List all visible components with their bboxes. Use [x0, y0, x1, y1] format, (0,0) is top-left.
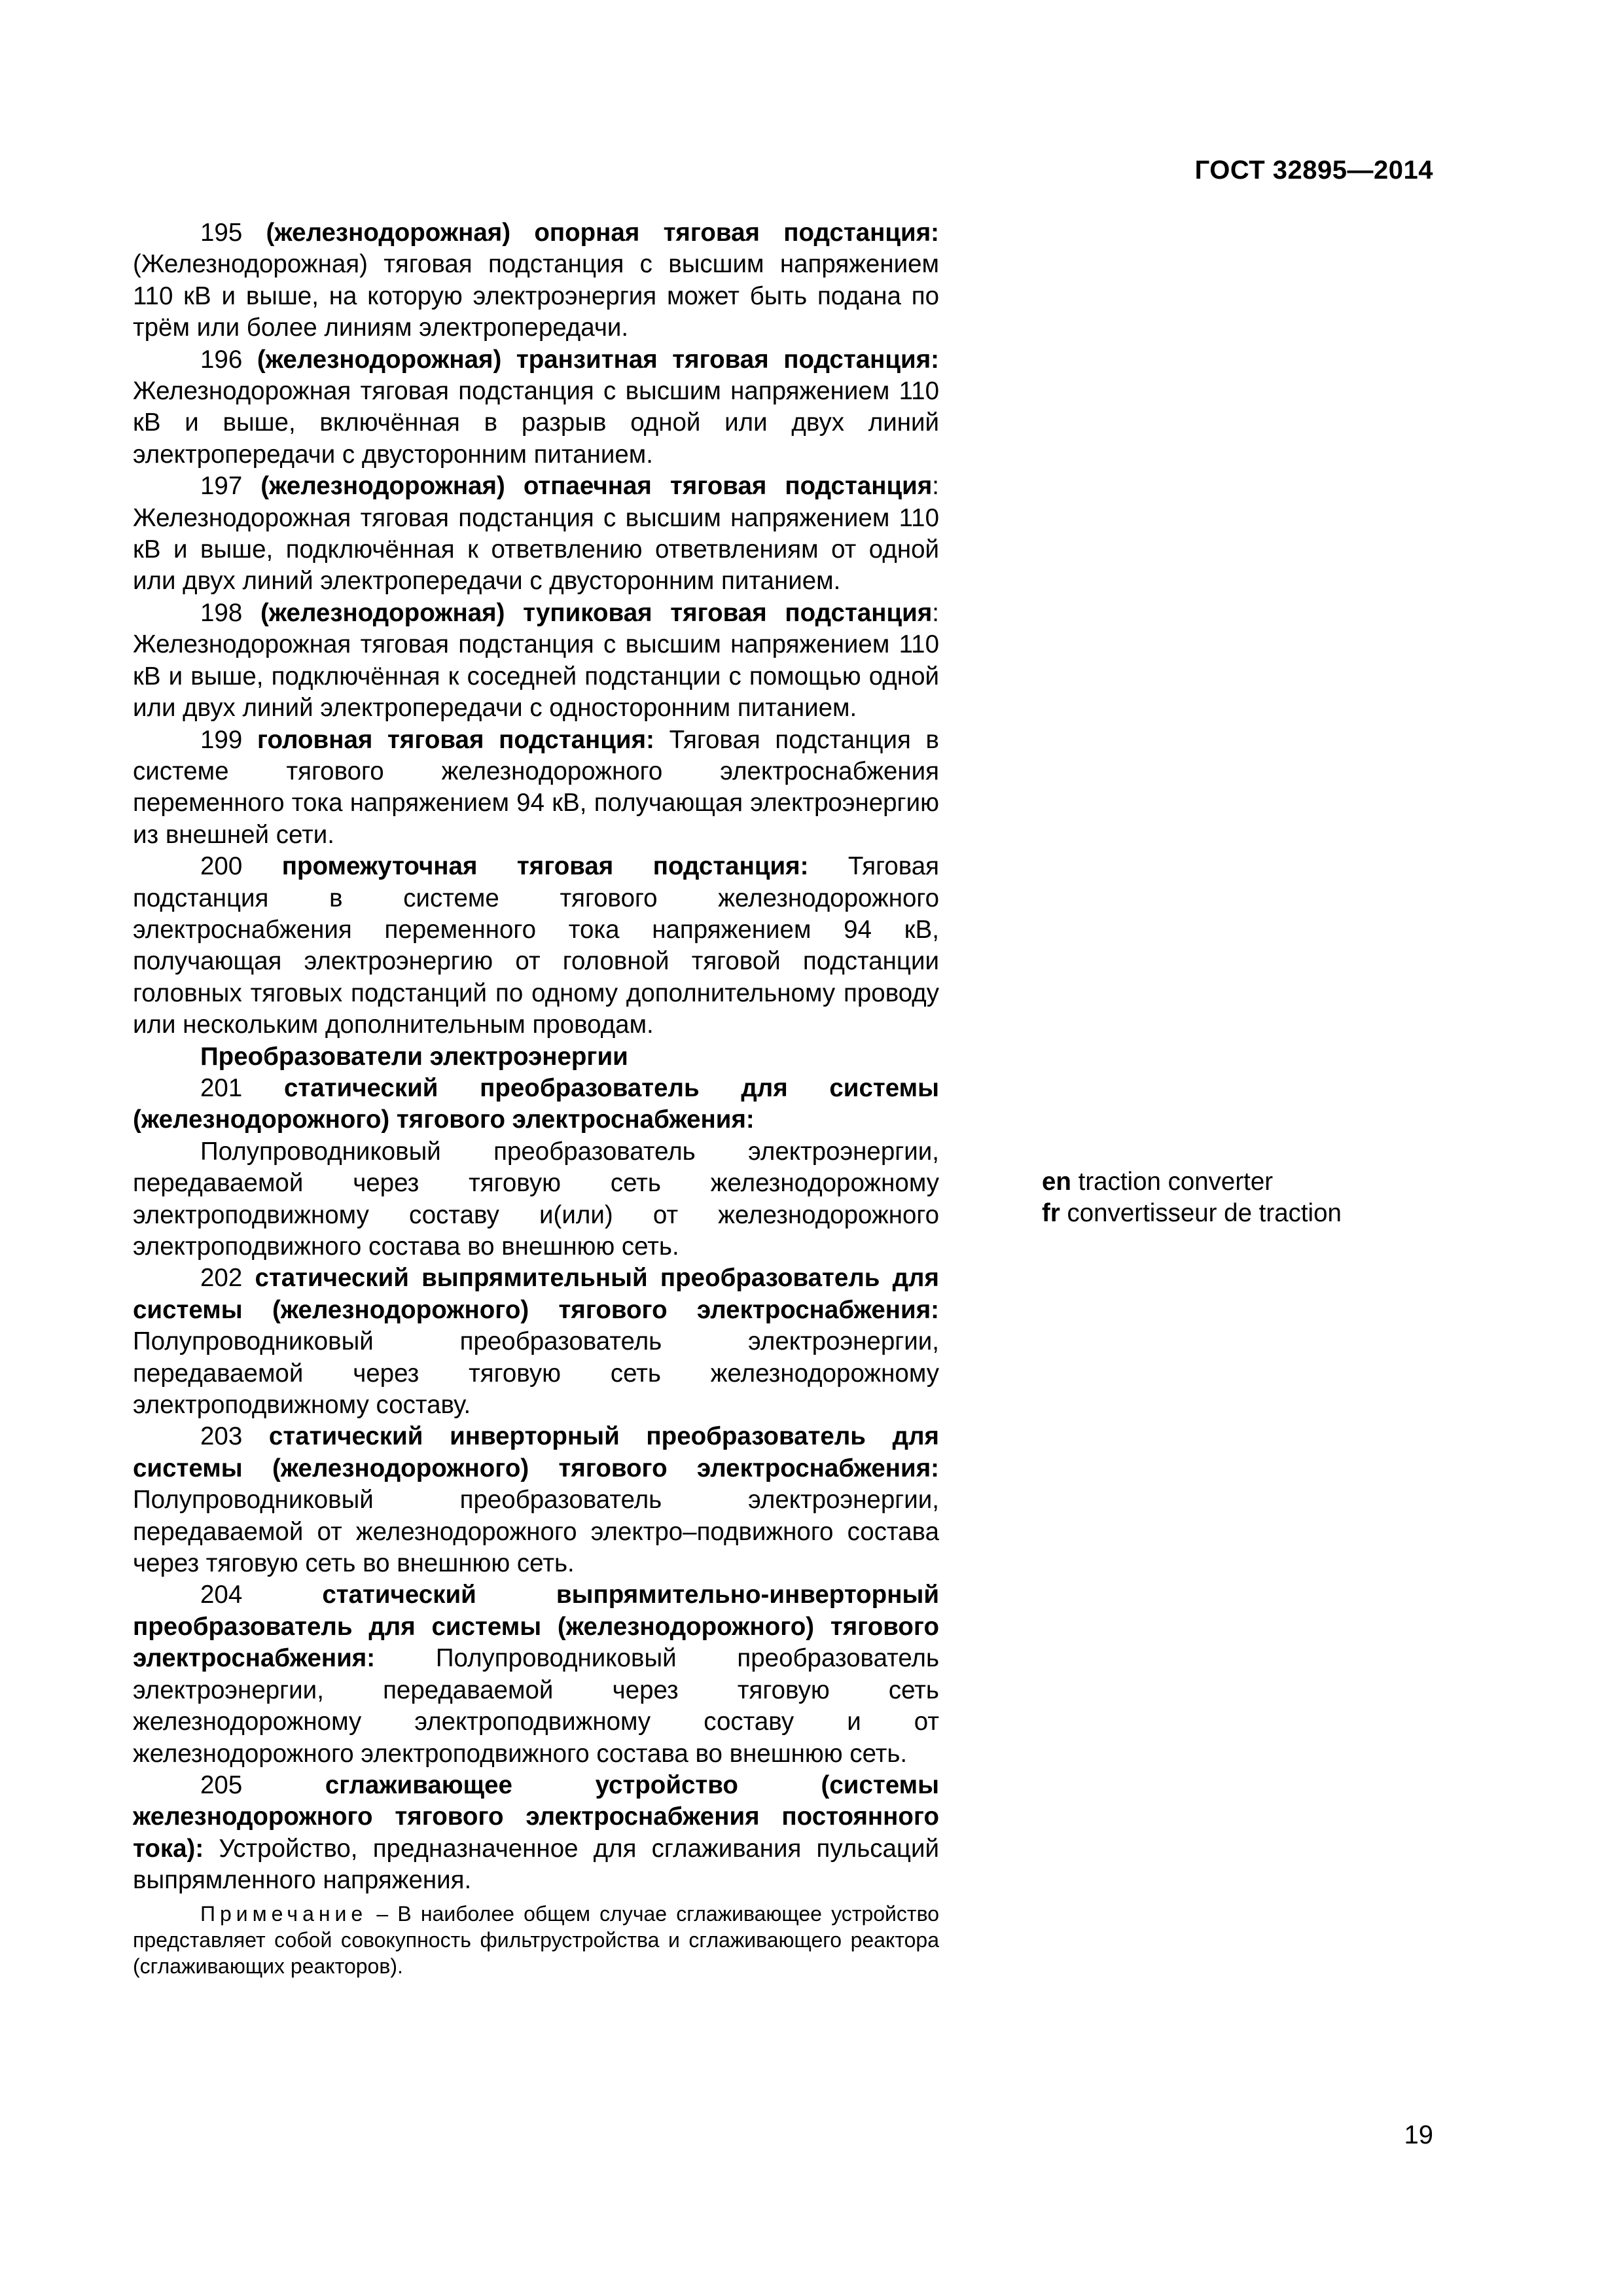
- main-column: [133, 217, 939, 1979]
- entry-204: [133, 1579, 939, 1769]
- entry-term: (железнодорожная) тупиковая тяговая подстанция: [260, 598, 933, 627]
- entry-term: головная тяговая подстанция:: [257, 725, 654, 754]
- entry-197: [133, 471, 939, 598]
- entry-number: 198: [200, 598, 243, 627]
- entry-term: (железнодорожная) опорная тяговая подстанция:: [266, 219, 939, 247]
- entry-number: 203: [200, 1422, 243, 1451]
- entry-definition: Тяговая подстанция в системе тягового железнодорожного электроснабжения переменного тока напряжением 94 кВ, получающая электроэнергию от головной тяговой подстанции головных тяговых подстанций по одному дополнительному проводу или нескольким дополнительным проводам.: [133, 852, 940, 1039]
- entry-term: (железнодорожная) транзитная тяговая подстанция:: [257, 345, 939, 374]
- note-label: Примечание: [200, 1901, 368, 1926]
- entry-term: статический инверторный преобразователь для системы (железнодорожного) тягового электроснабжения:: [133, 1422, 939, 1482]
- entry-definition: (Железнодорожная) тяговая подстанция с высшим напряжением 110 кВ и выше, на которую электроэнергия может быть подана по трём или более линиям электропередачи.: [133, 250, 939, 342]
- term-fr: [1042, 1198, 1342, 1229]
- entry-203: [133, 1421, 939, 1579]
- entry-number: 196: [200, 345, 243, 374]
- entry-200: [133, 851, 939, 1041]
- entry-205: [133, 1770, 939, 1897]
- entry-201: [133, 1073, 939, 1136]
- entry-definition: : Железнодорожная тяговая подстанция с высшим напряжением 110 кВ и выше, подключённая к соседней подстанции с помощью одной или двух линий электропередачи с односторонним питанием.: [133, 598, 939, 723]
- entry-number: 201: [200, 1073, 243, 1102]
- entry-term: статический выпрямительно-инверторный преобразователь для системы (железнодорожного) тягового электроснабжения:: [133, 1581, 939, 1673]
- note: [133, 1901, 939, 1979]
- entry-number: 200: [200, 852, 243, 881]
- lang-code-en: en: [1042, 1168, 1071, 1196]
- entry-definition: Устройство, предназначенное для сглаживания пульсаций выпрямленного напряжения.: [133, 1834, 939, 1895]
- note-text: – В наиболее общем случае сглаживающее устройство представляет собой совокупность фильтрустройства и сглаживающего реактора (сглаживающих реакторов).: [133, 1901, 939, 1978]
- entry-term: статический выпрямительный преобразователь для системы (железнодорожного) тягового электроснабжения:: [133, 1264, 939, 1324]
- lang-code-fr: fr: [1042, 1199, 1060, 1228]
- entry-term: промежуточная тяговая подстанция:: [281, 852, 809, 881]
- document-code: ГОСТ 32895—2014: [1194, 156, 1433, 185]
- entry-number: 202: [200, 1264, 243, 1293]
- entry-number: 197: [200, 472, 243, 501]
- page-number: 19: [1404, 2121, 1433, 2149]
- section-heading: Преобразователи электроэнергии: [200, 1042, 628, 1071]
- entry-definition: Полупроводниковый преобразователь электроэнергии, передаваемой через тяговую сеть железнодорожному электроподвижному составу и от железнодорожного электроподвижного состава во внешнюю сеть.: [133, 1644, 939, 1768]
- entry-definition: : Железнодорожная тяговая подстанция с высшим напряжением 110 кВ и выше, подключённая к ответвлению ответвлениям от одной или двух линий электропередачи с двусторонним питанием.: [133, 472, 939, 596]
- entry-definition: Тяговая подстанция в системе тягового железнодорожного электроснабжения переменного тока напряжением 94 кВ, получающая электроэнергию из внешней сети.: [133, 725, 939, 849]
- entry-196: [133, 344, 939, 471]
- foreign-equivalents: [1042, 1166, 1342, 1230]
- entry-201-definition: [133, 1136, 939, 1263]
- entry-195: [133, 217, 939, 344]
- entry-term: сглаживающее устройство (системы железнодорожного тягового электроснабжения постоянного тока):: [133, 1770, 939, 1863]
- term-fr-text: convertisseur de traction: [1067, 1199, 1342, 1228]
- entry-definition: Железнодорожная тяговая подстанция с высшим напряжением 110 кВ и выше, включённая в разрыв одной или двух линий электропередачи с двусторонним питанием.: [133, 377, 939, 469]
- term-en-text: traction converter: [1078, 1168, 1274, 1196]
- entry-definition: Полупроводниковый преобразователь электроэнергии, передаваемой через тяговую сеть железнодорожному электроподвижному составу.: [133, 1327, 939, 1420]
- entry-number: 205: [200, 1770, 243, 1799]
- entry-198: [133, 598, 939, 725]
- entry-number: 204: [200, 1581, 243, 1609]
- entry-definition: Полупроводниковый преобразователь электроэнергии, передаваемой через тяговую сеть железнодорожному электроподвижному составу и(или) от железнодорожного электроподвижного состава во внешнюю сеть.: [133, 1137, 939, 1261]
- entry-term: статический преобразователь для системы (железнодорожного) тягового электроснабжения:: [133, 1073, 940, 1134]
- entry-199: [133, 725, 939, 852]
- entry-definition: Полупроводниковый преобразователь электроэнергии, передаваемой от железнодорожного электро–подвижного состава через тяговую сеть во внешнюю сеть.: [133, 1486, 939, 1578]
- entry-term: (железнодорожная) отпаечная тяговая подстанция: [260, 472, 933, 501]
- entry-number: 199: [200, 725, 243, 754]
- entry-number: 195: [200, 219, 243, 247]
- term-en: [1042, 1166, 1342, 1198]
- entry-202: [133, 1263, 939, 1421]
